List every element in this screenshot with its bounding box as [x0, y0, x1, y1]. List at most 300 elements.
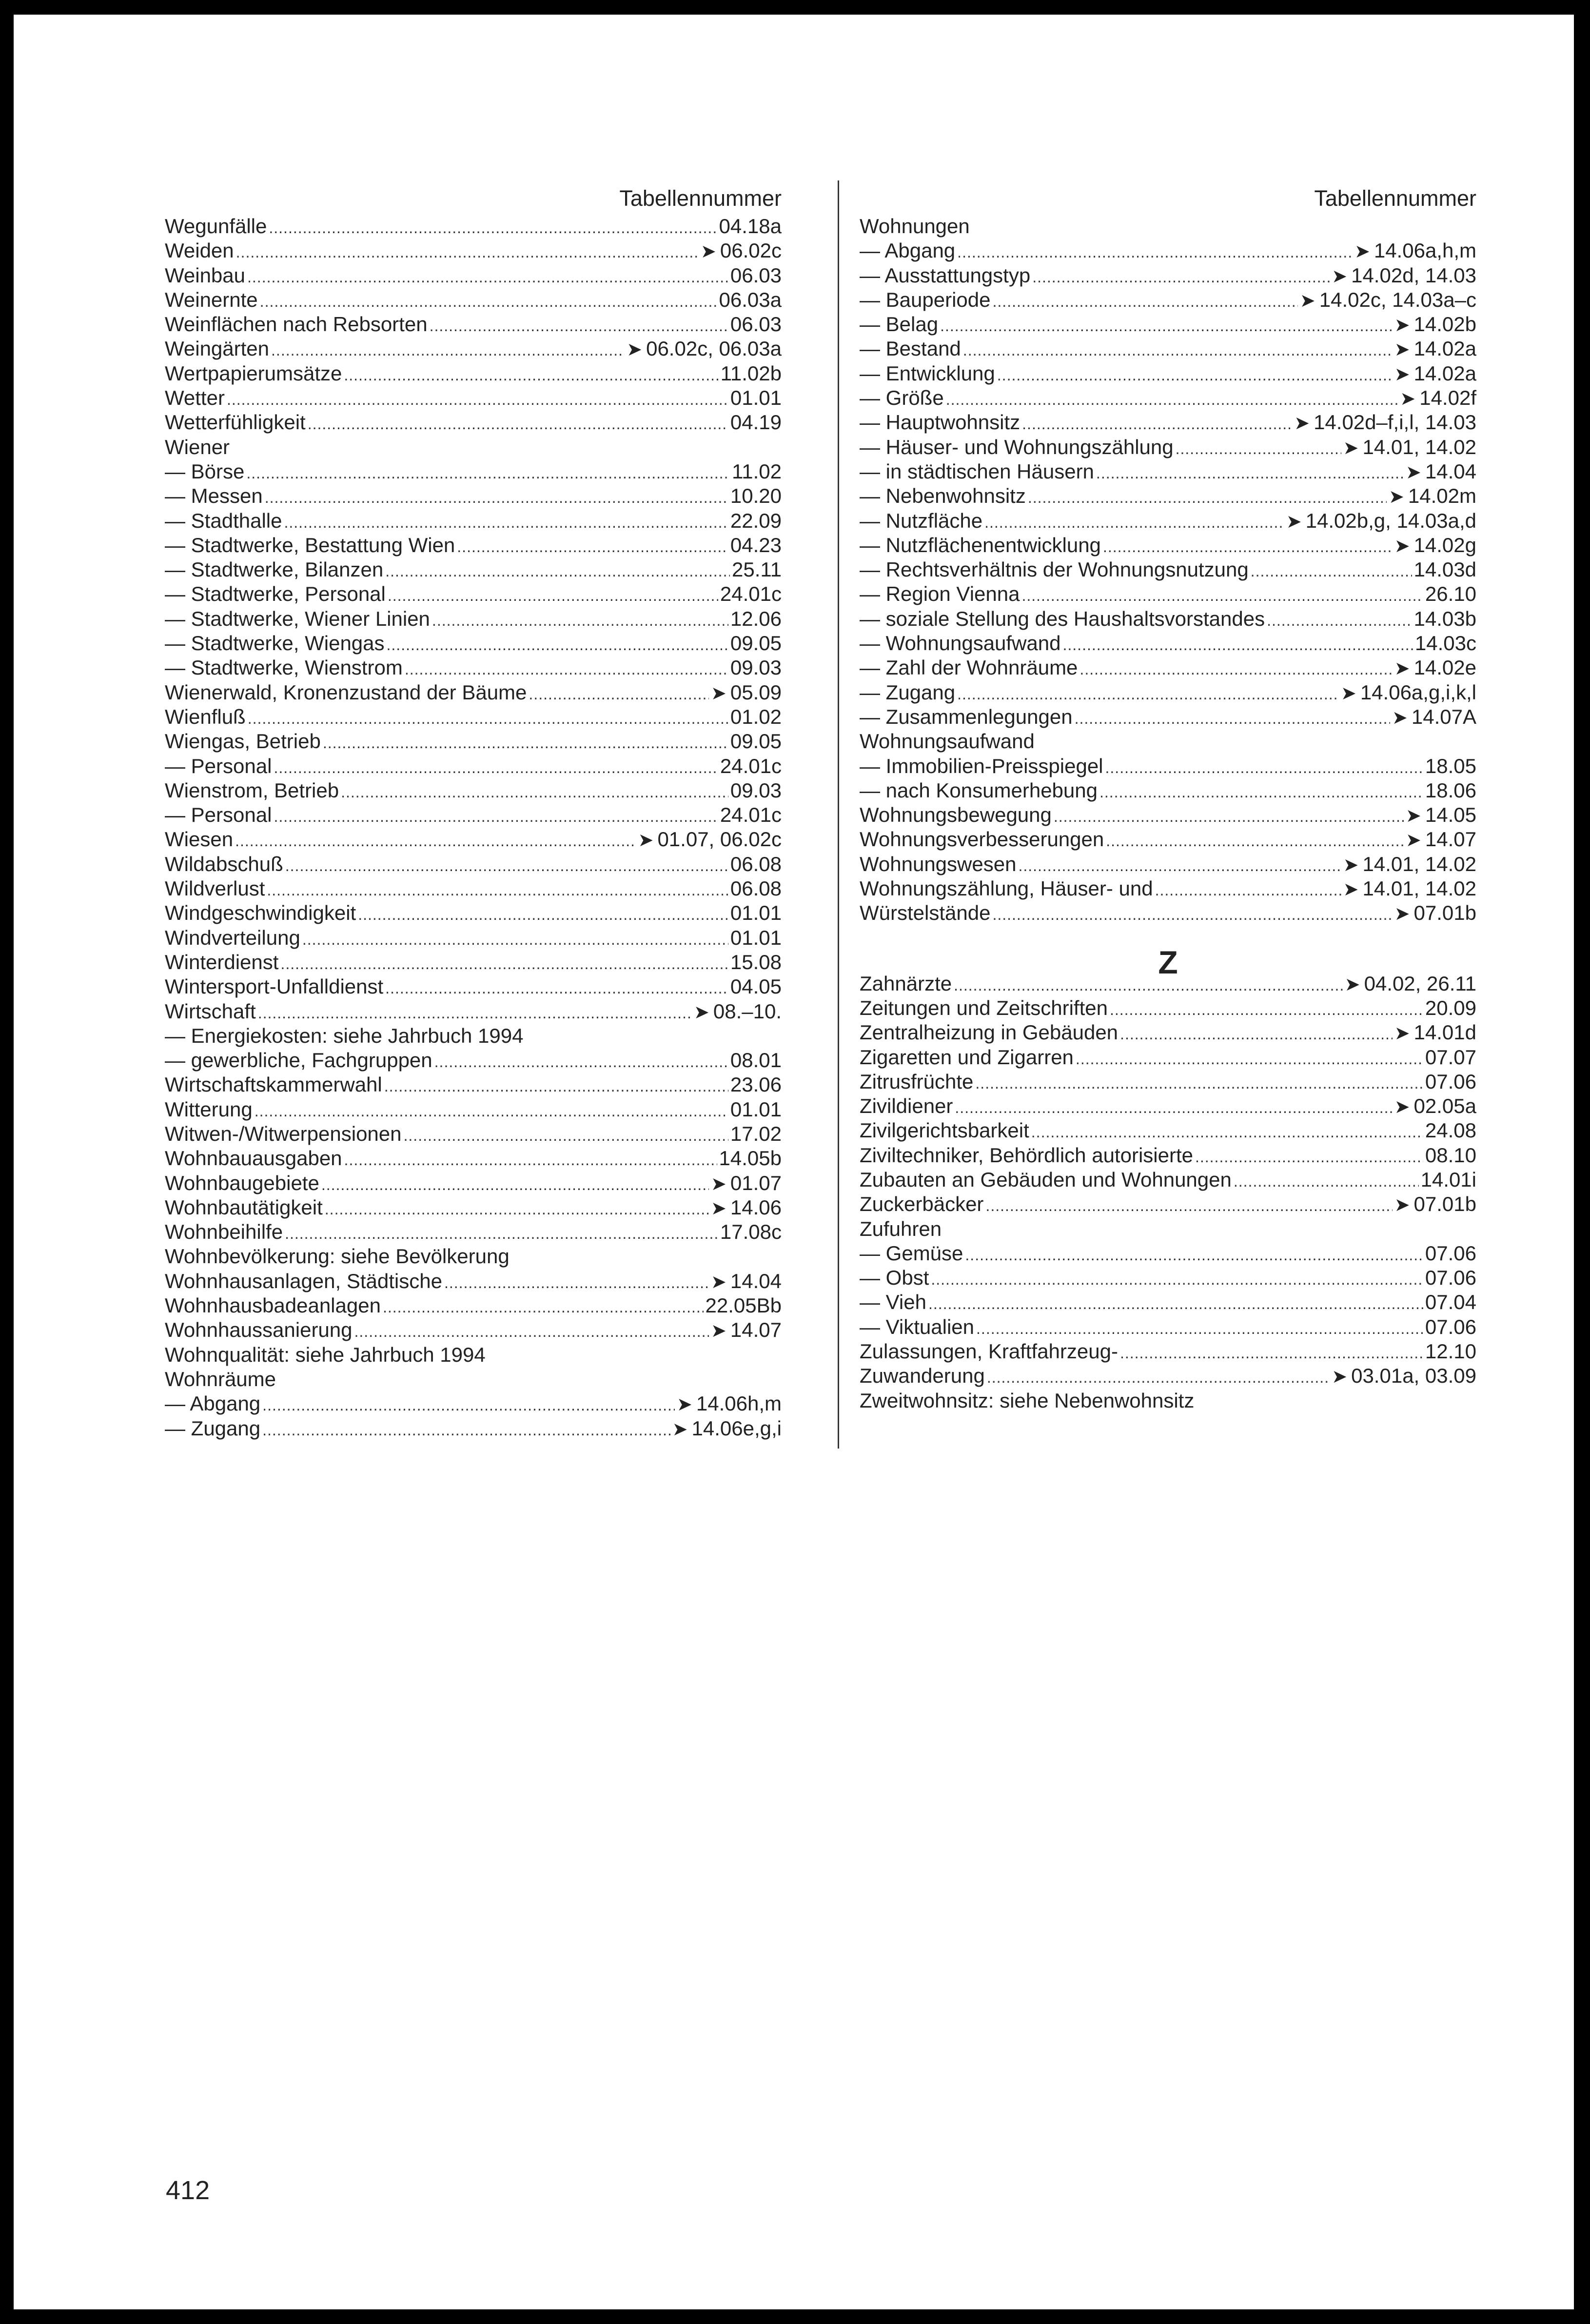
arrow-icon: ➤: [1394, 339, 1410, 360]
entry-label: — Nutzfläche: [860, 509, 983, 532]
dot-leader: [258, 1001, 692, 1025]
entry-label: — Obst: [860, 1266, 929, 1290]
entry-label: — in städtischen Häusern: [860, 459, 1094, 483]
arrow-icon: ➤: [1392, 707, 1408, 728]
arrow-icon: ➤: [1406, 806, 1421, 827]
index-entry: [860, 827, 1476, 852]
index-entry: [165, 263, 782, 288]
dot-leader: [235, 829, 636, 853]
dot-leader: [1080, 657, 1392, 681]
dot-leader: [354, 1319, 709, 1344]
table-reference: 14.05b: [719, 1147, 782, 1170]
index-entry: [860, 435, 1476, 459]
dot-leader: [954, 973, 1343, 997]
index-entry: [860, 607, 1476, 631]
dot-leader: [262, 1393, 675, 1417]
dot-leader: [432, 608, 728, 633]
dot-leader: [1032, 265, 1330, 289]
index-entry: [860, 1192, 1476, 1216]
dot-leader: [269, 216, 717, 240]
index-entry: [165, 901, 782, 925]
table-reference: 06.03a: [719, 288, 782, 311]
entry-label: Witwen-/Witwerpensionen: [165, 1122, 402, 1145]
index-entry: [860, 1143, 1476, 1168]
dot-leader: [358, 902, 728, 927]
index-entry: [165, 705, 782, 729]
index-entry: [860, 876, 1476, 901]
table-reference: 23.06: [730, 1073, 782, 1096]
arrow-icon: ➤: [1343, 854, 1359, 875]
table-reference: 14.06a,g,i,k,l: [1360, 680, 1476, 704]
table-reference: 25.11: [732, 558, 782, 581]
index-entry: [165, 459, 782, 484]
dot-leader: [284, 510, 728, 535]
entry-label: — Abgang: [165, 1392, 261, 1415]
table-reference: 07.01b: [1413, 1192, 1476, 1216]
table-reference: 04.02, 26.11: [1364, 972, 1476, 995]
entry-label: — Stadtwerke, Bilanzen: [165, 558, 384, 581]
table-reference: 22.09: [730, 509, 782, 532]
dot-leader: [940, 314, 1393, 338]
table-reference: 26.10: [1425, 582, 1476, 606]
index-entry: [165, 238, 782, 263]
index-entry: [860, 1241, 1476, 1266]
arrow-icon: ➤: [1344, 974, 1360, 995]
index-entry: [860, 1315, 1476, 1339]
arrow-icon: ➤: [1394, 364, 1410, 385]
entry-label: — Stadtwerke, Wiener Linien: [165, 607, 430, 630]
table-reference: 14.02d–f,i,l, 14.03: [1314, 411, 1476, 434]
table-reference: 14.02g: [1413, 533, 1476, 556]
entry-label: — Rechtsverhältnis der Wohnungsnutzung: [860, 558, 1249, 581]
entry-label: Wohnungsbewegung: [860, 803, 1052, 827]
arrow-icon: ➤: [1294, 413, 1310, 434]
index-entry: [165, 1146, 782, 1171]
dot-leader: [385, 559, 730, 583]
entry-label: Winterdienst: [165, 950, 279, 973]
entry-label: Zivilgerichtsbarkeit: [860, 1119, 1029, 1142]
dot-leader: [271, 338, 625, 362]
dot-leader: [997, 363, 1393, 387]
index-entry: [860, 972, 1476, 996]
dot-leader: [323, 731, 728, 755]
dot-leader: [1195, 1145, 1423, 1169]
table-reference: 22.05Bb: [705, 1294, 782, 1317]
index-heading: [165, 1343, 782, 1367]
table-reference: 14.05: [1425, 803, 1476, 827]
table-reference: 11.02b: [720, 361, 782, 385]
dot-leader: [344, 363, 718, 387]
entry-label: — Abgang: [860, 239, 956, 262]
dot-leader: [1075, 706, 1390, 731]
index-entry: [165, 655, 782, 680]
index-entry: [165, 1318, 782, 1342]
entry-label: Wiener: [165, 435, 230, 458]
table-reference: 24.01c: [720, 803, 782, 827]
table-reference: 06.02c: [720, 239, 782, 262]
index-entry: [165, 214, 782, 238]
table-reference: 14.01i: [1420, 1168, 1476, 1191]
arrow-icon: ➤: [1394, 1097, 1410, 1118]
entry-label: Zulassungen, Kraftfahrzeug-: [860, 1340, 1118, 1363]
table-reference: 01.01: [730, 1097, 782, 1121]
entry-label: — Vieh: [860, 1291, 926, 1314]
table-reference: 14.02b: [1413, 313, 1476, 336]
arrow-icon: ➤: [701, 241, 716, 262]
index-entry: [165, 729, 782, 754]
dot-leader: [457, 535, 728, 559]
entry-label: Wildabschuß: [165, 852, 283, 875]
index-heading: [860, 729, 1476, 754]
index-entry: [860, 312, 1476, 337]
table-reference: 20.09: [1425, 996, 1476, 1019]
table-reference: 08.10: [1425, 1143, 1476, 1167]
table-reference: 07.01b: [1413, 901, 1476, 925]
dot-leader: [1021, 583, 1423, 608]
table-reference: 01.01: [730, 386, 782, 410]
index-entry: [860, 655, 1476, 680]
index-heading: [165, 1244, 782, 1269]
dot-leader: [274, 755, 718, 780]
entry-label: Zubauten an Gebäuden und Wohnungen: [860, 1168, 1232, 1191]
index-entry: [860, 557, 1476, 582]
entry-label: Zuwanderung: [860, 1364, 985, 1388]
index-entry: [165, 876, 782, 901]
dot-leader: [946, 387, 1398, 412]
index-entry: [165, 852, 782, 876]
index-entry: [860, 288, 1476, 312]
table-reference: 07.04: [1425, 1291, 1476, 1314]
arrow-icon: ➤: [1332, 266, 1348, 287]
index-entry: [165, 1269, 782, 1293]
entry-label: Wohnungen: [860, 215, 970, 238]
index-entry: [860, 533, 1476, 557]
entry-label: — Börse: [165, 459, 245, 483]
dot-leader: [1103, 535, 1393, 559]
arrow-icon: ➤: [711, 1198, 726, 1219]
index-entry: [165, 557, 782, 582]
dot-leader: [267, 878, 728, 902]
index-entry: [165, 410, 782, 435]
table-reference: 14.02b,g, 14.03a,d: [1305, 509, 1476, 532]
table-reference: 05.09: [730, 680, 782, 704]
arrow-icon: ➤: [1332, 1367, 1348, 1388]
arrow-icon: ➤: [1389, 487, 1404, 508]
arrow-icon: ➤: [1343, 437, 1359, 458]
entry-label: Wienfluß: [165, 705, 246, 728]
index-entry: [860, 337, 1476, 361]
table-reference: 08.01: [730, 1049, 782, 1072]
index-entry: [860, 484, 1476, 508]
index-entry: [165, 803, 782, 827]
dot-leader: [387, 633, 728, 657]
entry-label: — Hauptwohnsitz: [860, 411, 1021, 434]
index-entry: [165, 1122, 782, 1146]
table-reference: 03.01a, 03.09: [1351, 1364, 1476, 1388]
dot-leader: [1063, 633, 1413, 657]
arrow-icon: ➤: [711, 1271, 726, 1292]
table-reference: 14.07: [1425, 828, 1476, 851]
entry-label: Wegunfälle: [165, 215, 267, 238]
entry-label: Zivildiener: [860, 1094, 953, 1118]
index-entry: [860, 803, 1476, 827]
entry-label: Wohnbautätigkeit: [165, 1195, 323, 1219]
index-entry: [165, 999, 782, 1024]
entry-label: Wetter: [165, 386, 225, 410]
index-entry: [860, 705, 1476, 729]
arrow-icon: ➤: [672, 1419, 688, 1440]
dot-leader: [341, 780, 728, 804]
dot-leader: [985, 1193, 1392, 1218]
entry-label: Wertpapierumsätze: [165, 361, 342, 385]
index-entry: [165, 1097, 782, 1122]
dot-leader: [227, 387, 728, 412]
arrow-icon: ➤: [638, 830, 654, 851]
dot-leader: [1096, 461, 1404, 485]
arrow-icon: ➤: [1394, 1023, 1410, 1044]
dot-leader: [280, 952, 728, 976]
arrow-icon: ➤: [1394, 315, 1410, 336]
table-reference: 01.02: [730, 705, 782, 728]
dot-leader: [247, 265, 728, 289]
entry-label: — Stadthalle: [165, 509, 282, 532]
entry-label: Zitrusfrüchte: [860, 1070, 974, 1093]
dot-leader: [1234, 1169, 1419, 1193]
table-reference: 14.06e,g,i: [691, 1416, 782, 1440]
arrow-icon: ➤: [1394, 904, 1410, 925]
entry-label: — Stadtwerke, Personal: [165, 582, 386, 606]
index-column-left: [165, 183, 782, 1441]
index-entry: [860, 410, 1476, 435]
index-entry: [165, 607, 782, 631]
index-entry: [860, 1045, 1476, 1070]
table-reference: 06.08: [730, 852, 782, 875]
dot-leader: [384, 1074, 728, 1098]
index-heading: [165, 435, 782, 459]
entry-label: Zuckerbäcker: [860, 1192, 984, 1216]
dot-leader: [1105, 755, 1423, 780]
entry-label: Weinernte: [165, 288, 258, 311]
dot-leader: [1031, 1120, 1423, 1144]
dot-leader: [1155, 878, 1341, 902]
entry-label: Wirtschaftskammerwahl: [165, 1073, 382, 1096]
index-entry: [165, 484, 782, 508]
dot-leader: [383, 1295, 704, 1319]
entry-label: — Nebenwohnsitz: [860, 484, 1026, 508]
table-reference: 17.08c: [720, 1220, 782, 1244]
entry-label: Wiengas, Betrieb: [165, 730, 321, 753]
entry-label: Wohnbevölkerung: siehe Bevölkerung: [165, 1245, 510, 1268]
dot-leader: [1267, 608, 1412, 633]
dot-leader: [984, 510, 1284, 535]
entry-label: — Zugang: [165, 1416, 261, 1440]
table-reference: 06.03: [730, 313, 782, 336]
entry-label: Wohnungswesen: [860, 852, 1017, 875]
index-entry: [860, 1094, 1476, 1118]
index-entry: [860, 1266, 1476, 1290]
index-entry: [165, 312, 782, 337]
index-entry: [165, 1171, 782, 1195]
entry-label: Wohnungsaufwand: [860, 730, 1035, 753]
dot-leader: [1106, 829, 1404, 853]
index-entry: [860, 1290, 1476, 1314]
dot-leader: [975, 1071, 1423, 1095]
index-heading: [165, 1367, 782, 1391]
table-reference: 14.03d: [1413, 558, 1476, 581]
entry-label: — Belag: [860, 313, 939, 336]
dot-leader: [285, 854, 728, 878]
dot-leader: [957, 682, 1339, 706]
arrow-icon: ➤: [1400, 389, 1416, 410]
index-entry: [165, 1391, 782, 1416]
entry-label: — Viktualien: [860, 1315, 975, 1338]
table-reference: 09.05: [730, 730, 782, 753]
index-entry: [165, 386, 782, 410]
table-reference: 14.02d, 14.03: [1351, 263, 1476, 287]
dot-leader: [1251, 559, 1412, 583]
index-entry: [860, 1168, 1476, 1192]
entry-label: Würstelstände: [860, 901, 991, 925]
arrow-icon: ➤: [711, 1173, 726, 1194]
entry-label: — Größe: [860, 386, 944, 410]
entry-label: — Energiekosten: siehe Jahrbuch 1994: [165, 1024, 524, 1047]
table-reference: 14.01, 14.02: [1362, 852, 1476, 875]
dot-leader: [987, 1365, 1330, 1390]
table-reference: 01.01: [730, 926, 782, 949]
entry-label: Wohnhausbadeanlagen: [165, 1294, 381, 1317]
entry-label: — Immobilien-Preisspiegel: [860, 754, 1103, 777]
index-entry: [860, 680, 1476, 705]
table-reference: 14.07: [730, 1318, 782, 1342]
table-reference: 09.03: [730, 656, 782, 679]
index-entry: [860, 1118, 1476, 1143]
index-entry: [165, 974, 782, 999]
index-entry: [165, 926, 782, 950]
table-reference: 14.01d: [1413, 1021, 1476, 1044]
table-reference: 02.05a: [1413, 1094, 1476, 1118]
table-reference: 14.02m: [1408, 484, 1476, 508]
entry-label: Wohnungszählung, Häuser- und: [860, 877, 1153, 900]
dot-leader: [965, 1243, 1423, 1267]
table-reference: 14.02e: [1413, 656, 1476, 679]
entry-label: Witterung: [165, 1097, 253, 1121]
entry-label: — Bauperiode: [860, 288, 991, 311]
index-entry: [165, 778, 782, 803]
table-reference: 24.08: [1425, 1119, 1476, 1142]
index-entry: [860, 1339, 1476, 1364]
table-reference: 14.02c, 14.03a–c: [1319, 288, 1476, 311]
entry-label: Wohnbaugebiete: [165, 1171, 319, 1194]
entry-label: — Häuser- und Wohnungszählung: [860, 435, 1174, 458]
entry-label: — Personal: [165, 754, 272, 777]
column-header: Tabellennummer: [619, 186, 782, 211]
dot-leader: [255, 1099, 728, 1123]
table-reference: 18.05: [1425, 754, 1476, 777]
table-reference: 14.03b: [1413, 607, 1476, 630]
index-entry: [860, 996, 1476, 1020]
table-reference: 17.02: [730, 1122, 782, 1145]
index-entry: [860, 361, 1476, 386]
entry-label: — Stadtwerke, Wiengas: [165, 632, 385, 655]
entry-label: Zigaretten und Zigarren: [860, 1045, 1074, 1069]
table-reference: 04.23: [730, 533, 782, 556]
entry-label: — Personal: [165, 803, 272, 827]
dot-leader: [976, 1316, 1423, 1341]
table-reference: 01.07: [730, 1171, 782, 1194]
dot-leader: [957, 240, 1353, 264]
table-reference: 04.19: [730, 411, 782, 434]
dot-leader: [444, 1271, 709, 1295]
index-entry: [860, 1364, 1476, 1388]
index-entry: [165, 288, 782, 312]
entry-label: — Ausstattungstyp: [860, 263, 1031, 287]
entry-label: — Messen: [165, 484, 263, 508]
entry-label: — Zahl der Wohnräume: [860, 656, 1078, 679]
index-entry: [165, 680, 782, 705]
table-reference: 04.18a: [719, 215, 782, 238]
dot-leader: [928, 1291, 1423, 1316]
entry-label: Zweitwohnsitz: siehe Nebenwohnsitz: [860, 1389, 1195, 1412]
table-reference: 09.03: [730, 778, 782, 802]
entry-label: Zahnärzte: [860, 972, 952, 995]
index-entry: [165, 533, 782, 557]
dot-leader: [1076, 1047, 1423, 1071]
entry-label: — gewerbliche, Fachgruppen: [165, 1049, 432, 1072]
dot-leader: [344, 1148, 717, 1172]
index-entry: [860, 263, 1476, 288]
dot-leader: [1120, 1341, 1423, 1365]
table-reference: 09.05: [730, 632, 782, 655]
dot-leader: [325, 1197, 709, 1221]
table-reference: 06.03: [730, 263, 782, 287]
dot-leader: [434, 1050, 728, 1074]
column-header: Tabellennummer: [1314, 186, 1476, 211]
dot-leader: [1176, 437, 1341, 461]
entry-label: Wohnhausanlagen, Städtische: [165, 1269, 442, 1292]
table-reference: 06.08: [730, 877, 782, 900]
entry-label: Windverteilung: [165, 926, 300, 949]
index-entry: [860, 901, 1476, 925]
entry-label: — Wohnungsaufwand: [860, 632, 1061, 655]
table-reference: 07.06: [1425, 1266, 1476, 1290]
dot-leader: [963, 338, 1393, 362]
arrow-icon: ➤: [1406, 462, 1421, 483]
table-reference: 14.02a: [1413, 361, 1476, 385]
entry-label: Weinbau: [165, 263, 246, 287]
table-reference: 14.02a: [1413, 337, 1476, 360]
dot-leader: [1022, 412, 1292, 436]
entry-label: Weingärten: [165, 337, 270, 360]
entry-label: — Entwicklung: [860, 361, 995, 385]
entry-label: Wintersport-Unfalldienst: [165, 975, 384, 998]
index-entry: [165, 509, 782, 533]
arrow-icon: ➤: [1394, 1195, 1410, 1216]
arrow-icon: ➤: [677, 1394, 692, 1415]
dot-leader: [992, 902, 1392, 927]
arrow-icon: ➤: [1299, 290, 1315, 311]
section-letter: Z: [1158, 944, 1178, 980]
dot-leader: [931, 1267, 1423, 1291]
table-reference: 14.07A: [1411, 705, 1476, 728]
table-reference: 14.02f: [1419, 386, 1476, 410]
arrow-icon: ➤: [694, 1002, 709, 1023]
table-reference: 07.06: [1425, 1070, 1476, 1093]
index-entry-list: [860, 214, 1476, 926]
index-column-right: [860, 183, 1476, 1413]
arrow-icon: ➤: [1340, 683, 1356, 704]
dot-leader: [321, 1172, 709, 1197]
index-entry: [165, 582, 782, 606]
